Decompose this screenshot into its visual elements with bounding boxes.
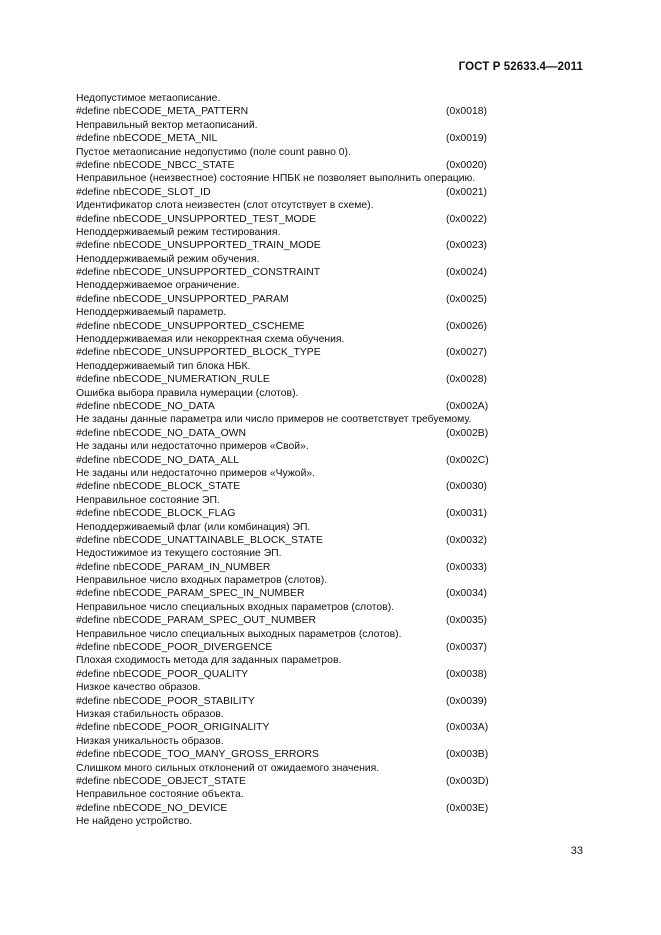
define-macro: #define nbECODE_POOR_QUALITY [76, 668, 249, 680]
define-line [76, 695, 596, 708]
define-line [76, 346, 596, 359]
error-description: Не заданы или недостаточно примеров «Свой». [76, 441, 309, 453]
define-line [76, 454, 596, 467]
error-code-value: (0x0038) [446, 668, 488, 680]
define-entry [76, 721, 596, 748]
define-entry [76, 507, 596, 534]
define-entry [76, 561, 596, 588]
define-line [76, 400, 596, 413]
define-entry [76, 480, 596, 507]
error-description: Неправильное (неизвестное) состояние НПБК не позволяет выполнить операцию. [76, 173, 476, 185]
define-entry [76, 320, 596, 347]
error-code-value: (0x003D) [446, 775, 489, 787]
define-line [76, 480, 596, 493]
error-code-value: (0x003B) [446, 749, 489, 761]
define-entry [76, 266, 596, 293]
define-macro: #define nbECODE_NO_DATA_ALL [76, 454, 240, 466]
error-description: Неправильное число специальных входных параметров (слотов). [76, 601, 395, 613]
define-line [76, 775, 596, 788]
error-code-value: (0x0020) [446, 159, 488, 171]
define-macro: #define nbECODE_NBCC_STATE [76, 159, 235, 171]
error-code-value: (0x0018) [446, 106, 488, 118]
define-line [76, 534, 596, 547]
define-macro: #define nbECODE_META_PATTERN [76, 106, 249, 118]
error-code-value: (0x0022) [446, 213, 488, 225]
define-entry [76, 748, 596, 775]
define-entry [76, 346, 596, 373]
define-macro: #define nbECODE_UNATTAINABLE_BLOCK_STATE [76, 534, 323, 546]
error-description: Слишком много сильных отклонений от ожидаемого значения. [76, 762, 380, 774]
error-description: Неподдерживаемая или некорректная схема обучения. [76, 334, 345, 346]
error-description: Низкая уникальность образов. [76, 735, 224, 747]
error-description: Низкое качество образов. [76, 682, 201, 694]
error-description: Неподдерживаемое ограничение. [76, 280, 240, 292]
define-macro: #define nbECODE_NO_DATA_OWN [76, 427, 246, 439]
define-entry [76, 775, 596, 802]
define-line [76, 293, 596, 306]
define-entry [76, 373, 596, 400]
define-macro: #define nbECODE_NO_DEVICE [76, 802, 228, 814]
define-macro: #define nbECODE_UNSUPPORTED_CONSTRAINT [76, 267, 321, 279]
define-macro: #define nbECODE_BLOCK_FLAG [76, 508, 236, 520]
define-line [76, 427, 596, 440]
define-macro: #define nbECODE_UNSUPPORTED_PARAM [76, 293, 289, 305]
define-macro: #define nbECODE_OBJECT_STATE [76, 775, 246, 787]
error-code-value: (0x0039) [446, 695, 488, 707]
error-code-value: (0x0037) [446, 642, 488, 654]
error-code-value: (0x0026) [446, 320, 488, 332]
error-code-value: (0x0035) [446, 615, 488, 627]
define-entry [76, 695, 596, 722]
error-code-value: (0x0031) [446, 508, 488, 520]
define-entry [76, 159, 596, 186]
error-description: Неподдерживаемый параметр. [76, 307, 227, 319]
define-line [76, 614, 596, 627]
define-line [76, 802, 596, 815]
error-description: Низкая стабильность образов. [76, 708, 224, 720]
define-entry [76, 534, 596, 561]
define-line [76, 105, 596, 118]
error-code-value: (0x0025) [446, 293, 488, 305]
define-entry [76, 427, 596, 454]
define-entry [76, 105, 596, 132]
error-description: Не заданы или недостаточно примеров «Чужой». [76, 467, 316, 479]
define-line [76, 266, 596, 279]
define-line [76, 587, 596, 600]
error-code-value: (0x002B) [446, 427, 489, 439]
error-description: Неправильное число специальных выходных параметров (слотов). [76, 628, 402, 640]
intro-description: Недопустимое метаописание. [76, 93, 221, 104]
error-code-value: (0x0032) [446, 534, 488, 546]
error-code-value: (0x003E) [446, 802, 489, 814]
define-entry [76, 587, 596, 614]
page-number: 33 [570, 845, 583, 857]
define-macro: #define nbECODE_PARAM_SPEC_OUT_NUMBER [76, 615, 317, 627]
define-line [76, 213, 596, 226]
error-description: Неподдерживаемый тип блока НБК. [76, 360, 251, 372]
error-code-value: (0x0023) [446, 240, 488, 252]
error-code-value: (0x0033) [446, 561, 488, 573]
define-entry [76, 400, 596, 427]
define-macro: #define nbECODE_META_NIL [76, 133, 218, 145]
define-entry [76, 239, 596, 266]
define-macro: #define nbECODE_PARAM_IN_NUMBER [76, 561, 271, 573]
define-entry [76, 641, 596, 668]
error-code-value: (0x0028) [446, 374, 488, 386]
define-line [76, 159, 596, 172]
error-code-value: (0x0019) [446, 133, 488, 145]
define-macro: #define nbECODE_TOO_MANY_GROSS_ERRORS [76, 749, 319, 761]
error-description: Идентификатор слота неизвестен (слот отсутствует в схеме). [76, 200, 374, 212]
define-entry [76, 213, 596, 240]
error-description: Неправильный вектор метаописаний. [76, 119, 258, 131]
define-macro: #define nbECODE_SLOT_ID [76, 186, 211, 198]
error-code-value: (0x0027) [446, 347, 488, 359]
error-description: Неправильное состояние ЭП. [76, 494, 220, 506]
define-macro: #define nbECODE_UNSUPPORTED_CSCHEME [76, 320, 305, 332]
error-code-value: (0x0024) [446, 267, 488, 279]
define-macro: #define nbECODE_BLOCK_STATE [76, 481, 241, 493]
error-code-value: (0x002C) [446, 454, 489, 466]
error-code-value: (0x0021) [446, 186, 488, 198]
error-description: Неподдерживаемый режим обучения. [76, 253, 260, 265]
define-line [76, 668, 596, 681]
define-entry [76, 186, 596, 213]
error-description: Неправильное состояние объекта. [76, 789, 244, 801]
define-macro: #define nbECODE_UNSUPPORTED_TRAIN_MODE [76, 240, 321, 252]
error-description: Пустое метаописание недопустимо (поле count равно 0). [76, 146, 351, 158]
error-description: Плохая сходимость метода для заданных параметров. [76, 655, 342, 667]
error-code-value: (0x0034) [446, 588, 488, 600]
define-line [76, 748, 596, 761]
define-macro: #define nbECODE_NO_DATA [76, 400, 215, 412]
define-line [76, 561, 596, 574]
define-entry [76, 802, 596, 829]
define-macro: #define nbECODE_POOR_DIVERGENCE [76, 642, 273, 654]
error-code-listing [76, 92, 596, 828]
define-line [76, 186, 596, 199]
document-header-code: ГОСТ Р 52633.4—2011 [458, 61, 583, 73]
define-line [76, 507, 596, 520]
define-macro: #define nbECODE_UNSUPPORTED_BLOCK_TYPE [76, 347, 321, 359]
define-macro: #define nbECODE_POOR_ORIGINALITY [76, 722, 270, 734]
define-line [76, 320, 596, 333]
error-description: Неподдерживаемый режим тестирования. [76, 226, 281, 238]
error-code-value: (0x0030) [446, 481, 488, 493]
define-entries [76, 105, 596, 828]
error-description: Ошибка выбора правила нумерации (слотов). [76, 387, 299, 399]
error-code-value: (0x003A) [446, 722, 489, 734]
define-line [76, 721, 596, 734]
error-description: Недостижимое из текущего состояние ЭП. [76, 548, 282, 560]
define-line [76, 132, 596, 145]
define-macro: #define nbECODE_PARAM_SPEC_IN_NUMBER [76, 588, 305, 600]
define-line [76, 641, 596, 654]
define-entry [76, 614, 596, 641]
error-description: Не найдено устройство. [76, 816, 193, 828]
define-entry [76, 668, 596, 695]
error-code-value: (0x002A) [446, 400, 489, 412]
define-entry [76, 132, 596, 159]
define-macro: #define nbECODE_NUMERATION_RULE [76, 374, 270, 386]
define-entry [76, 293, 596, 320]
define-macro: #define nbECODE_POOR_STABILITY [76, 695, 255, 707]
error-description: Не заданы данные параметра или число примеров не соответствует требуемому. [76, 414, 472, 426]
define-macro: #define nbECODE_UNSUPPORTED_TEST_MODE [76, 213, 317, 225]
define-entry [76, 454, 596, 481]
define-line [76, 239, 596, 252]
error-description: Неподдерживаемый флаг (или комбинация) ЭП. [76, 521, 311, 533]
define-line [76, 373, 596, 386]
error-description: Неправильное число входных параметров (слотов). [76, 575, 328, 587]
